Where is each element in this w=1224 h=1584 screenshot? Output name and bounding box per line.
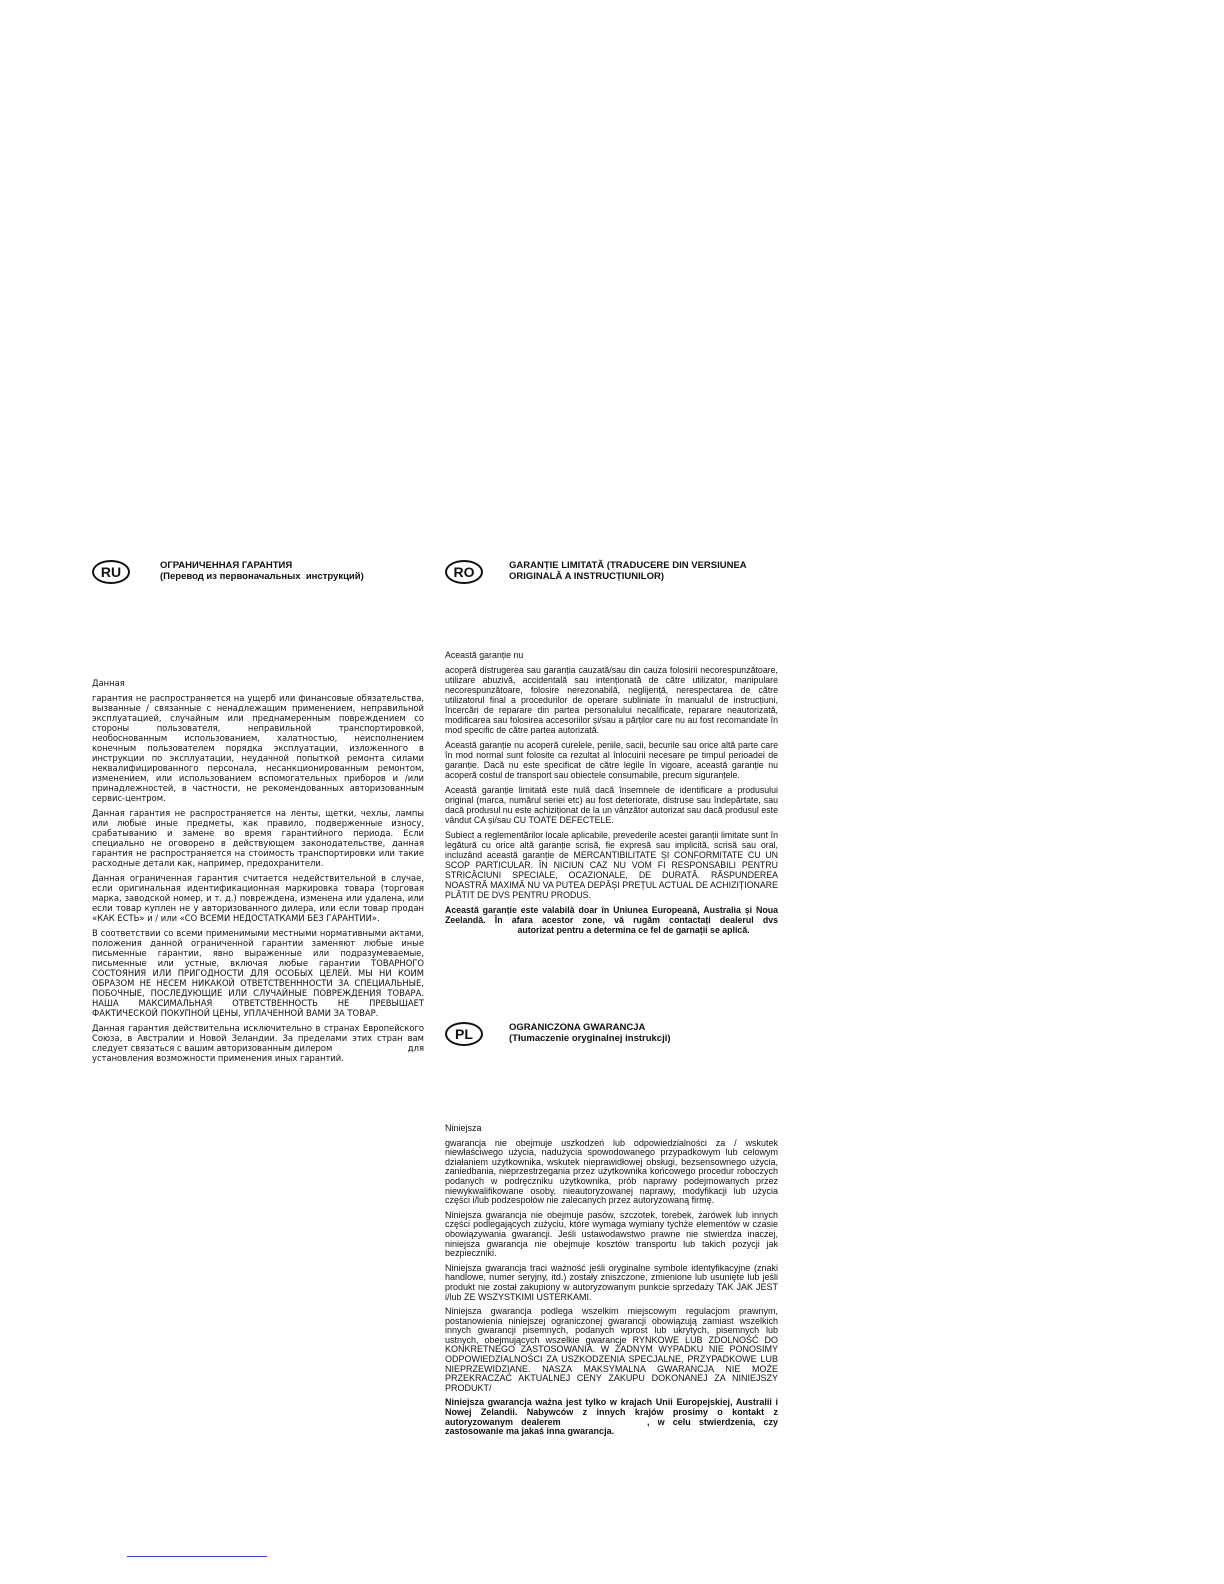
- paragraph: acoperă distrugerea sau garanția cauzată/sau din cauza folosirii necorespunzătoare, utilizare abuzivă, accidentală sau intenționată de către utilizator, manipulare necorespunzătoare, folosire nerezonabilă, neglijență, nerespectarea de către utilizatorul final a procedurilor de operare subliniate în manualul de instrucțiuni, încercări de reparare din partea personalului necalificate, reparare neautorizată, modificarea sau folosirea accesoriilor și/sau a părților care nu au fost recomandate în mod specific de către partea autorizată.: [445, 665, 778, 735]
- paragraph: gwarancja nie obejmuje uszkodzeń lub odpowiedzialności za / wskutek niewłaściwego użycia, nadużycia spowodowanego przypadkowym lub celowym działaniem użytkownika, wskutek nieprawidłowej obsługi, bezsensownego użycia, zaniedbania, nieprzestrzegania przez użytkownika końcowego procedur roboczych podanych w podręczniku użytkownika, prób naprawy podejmowanych przez niewykwalifikowane osoby, nieautoryzowanej naprawy, modyfikacji lub użycia części i/lub podzespołów nie zalecanych przez autoryzowaną firmę.: [445, 1137, 778, 1206]
- paragraph: Această garanție limitată este nulă dacă însemnele de identificare a produsului original (marca, numărul seriei etc) au fost deteriorate, distruse sau îndepărtate, sau dacă produsul nu este achiziționat de la un vânzător autorizat sau dacă produsul este vândut CA și/sau CU TOATE DEFECTELE.: [445, 785, 778, 825]
- section-subtitle: ORIGINALĂ A INSTRUCȚIUNILOR): [509, 571, 664, 582]
- final-text-a: Niniejsza gwarancja ważna jest tylko w krajach Unii Europejskiej, Australii i Nowej Zelandii. Nabywców z innych krajów prosimy o kontakt z autoryzowanym dealerem: [445, 1397, 778, 1427]
- language-badge-pl: PL: [445, 1022, 483, 1046]
- warranty-section-pl: [445, 1022, 778, 1442]
- paragraph: Данная ограниченная гарантия считается недействительной в случае, если оригинальная идентификационная маркировка товара (торговая марка, заводской номер, и т. д.) повреждена, изменена или удалена, или если товар куплен не у авторизованного дилера, или если товар продан «КАК ЕСТЬ» и / или «СО ВСЕМИ НЕДОСТАТКАМИ БЕЗ ГАРАНТИИ».: [92, 873, 424, 923]
- paragraph: Niniejsza gwarancja traci ważność jeśli oryginalne symbole identyfikacyjne (znaki handlowe, numer seryjny, itd.) zostały zniszczone, zmienione lub usunięte lub jeśli produkt nie został zakupiony w autoryzowanym punkcie sprzedaży TAK JAK JEST i/lub ZE WSZYSTKIMI USTERKAMI.: [445, 1262, 778, 1302]
- final-text-b: autorizat pentru a determina ce fel de garnații se aplică.: [517, 925, 750, 935]
- section-body: [445, 1124, 778, 1437]
- language-badge-ro: RO: [445, 560, 483, 584]
- section-header: [92, 560, 424, 584]
- paragraph-final: [92, 1023, 424, 1063]
- paragraph-final: [445, 905, 778, 935]
- paragraph-lead: Această garanție nu: [445, 650, 524, 660]
- section-title: ОГРАНИЧЕННАЯ ГАРАНТИЯ: [160, 560, 293, 571]
- paragraph-lead: Niniejsza: [445, 1123, 482, 1133]
- section-header: [445, 560, 778, 584]
- section-heading: [160, 560, 364, 582]
- section-header: [445, 1022, 778, 1046]
- section-heading: [509, 1022, 671, 1044]
- section-subtitle: (Tłumaczenie oryginalnej instrukcji): [509, 1033, 671, 1044]
- paragraph-final: [445, 1398, 778, 1436]
- paragraph: Niniejsza gwarancja podlega wszelkim miejscowym regulacjom prawnym, postanowienia niniejszej ograniczonej gwarancji obowiązują zamiast wszelkich innych gwarancji pisemnych, podanych wprost lub ukrytych, pisemnych lub ustnych, obejmujących wszelkie gwarancje RYNKOWE LUB ZDOLNOŚĆ DO KONKRETNEGO ZASTOSOWANIA. W ŻADNYM WYPADKU NIE PONOSIMY ODPOWIEDZIALNOŚCI ZA USZKODZENIA SPECJALNE, PRZYPADKOWE LUB NIEPRZEWIDZIANE. NASZA MAKSYMALNA GWARANCJA NIE MOŻE PRZEKRACZAĆ AKTUALNEJ CENY ZAKUPU DOKONANEJ ZA NINIEJSZY PRODUKT/: [445, 1306, 778, 1393]
- section-heading: [509, 560, 747, 582]
- footer-rule: [127, 1556, 267, 1557]
- final-text-b: , w celu stwierdzenia, czy zastosowanie ma jakaś inna gwarancja.: [445, 1416, 778, 1437]
- final-text-a: Данная гарантия действительна исключительно в странах Европейского Союза, в Австралии и Новой Зеландии. За пределами этих стран вам следует связаться с вашим авторизованным дилером: [92, 1023, 424, 1053]
- section-title: OGRANICZONA GWARANCJA: [509, 1022, 646, 1033]
- paragraph-lead: Данная: [92, 678, 125, 688]
- paragraph: Această garanție nu acoperă curelele, periile, sacii, becurile sau orice altă parte care în mod normal sunt folosite ca rezultat al înlocuirii necesare pe timpul perioadei de garanție. Dacă nu este specificat de către legile în vigoare, această garanție nu acoperă costul de transport sau obiectele consumabile, precum siguranțele.: [445, 740, 778, 780]
- paragraph: Niniejsza gwarancja nie obejmuje pasów, szczotek, torebek, żarówek lub innych części podlegających zużyciu, które wymaga wymiany tychże elementów w czasie obowiązywania gwarancji. Jeśli ustawodawstwo prawne nie stwierdza inaczej, niniejsza gwarancja nie obejmuje kosztów transportu lub takich pozycji jak bezpieczniki.: [445, 1209, 778, 1259]
- paragraph: гарантия не распространяется на ущерб или финансовые обязательства, вызванные / связанные с ненадлежащим применением, неправильной эксплуатацией, случайным или преднамеренным повреждением со стороны пользователя, неправильной транспортировкой, необоснованным использованием, халатностью, неисполнением конечным пользователем порядка эксплуатации, изложенного в инструкции по эксплуатации, неудачной попыткой ремонта силами неквалифицированного персонала, несанкционированным ремонтом, изменением, или использованием вспомогательных приборов и /или принадлежностей, в частности, не рекомендованных авторизованным сервис-центром.: [92, 693, 424, 803]
- section-title: GARANȚIE LIMITATĂ (TRADUCERE DIN VERSIUNEA: [509, 560, 747, 571]
- section-body: [445, 650, 778, 935]
- section-body: [92, 678, 424, 1063]
- section-subtitle: (Перевод из первоначальных инструкций): [160, 571, 364, 582]
- paragraph: Данная гарантия не распространяется на ленты, щетки, чехлы, лампы или любые иные предметы, как правило, подверженные износу, срабатыванию и замене во время гарантийного периода. Если специально не оговорено в действующем законодательстве, данная гарантия не распространяется на стоимость транспортировки или такие расходные детали как, например, предохранители.: [92, 808, 424, 868]
- language-badge-ru: RU: [92, 560, 130, 584]
- final-text-a: Această garanție este valabilă doar în Uniunea Europeană, Australia și Noua Zeelandă. În afara acestor zone, vă rugăm contactați dealerul dvs: [445, 905, 778, 925]
- warranty-section-ro: [445, 560, 778, 940]
- final-text-b: для установления возможности применения иных гарантий.: [92, 1043, 424, 1063]
- warranty-section-ru: [92, 560, 424, 1068]
- paragraph: Subiect a reglementărilor locale aplicabile, prevederile acestei garanții limitate sunt în legătură cu orice altă garanție scrisă, fie expresă sau implicită, scrisă sau oral, incluzând această garanție de MERCANTIBILITATE ȘI CONFORMITATE CU UN SCOP PARTICULAR. ÎN NICIUN CAZ NU VOM FI RESPONSABILI PENTRU STRICĂCIUNI SPECIALE, OCAZIONALE, DE DURATĂ. RĂSPUNDEREA NOASTRĂ MAXIMĂ NU VA PUTEA DEPĂȘI PREȚUL ACTUAL DE ACHIZIȚIONARE PLĂTIT DE DVS PENTRU PRODUS.: [445, 830, 778, 900]
- paragraph: В соответствии со всеми применимыми местными нормативными актами, положения данной ограниченной гарантии заменяют любые иные письменные гарантии, явно выраженные или подразумеваемые, письменные или устные, включая любые гарантии ТОВАРНОГО СОСТОЯНИЯ ИЛИ ПРИГОДНОСТИ ДЛЯ ОСОБЫХ ЦЕЛЕЙ. МЫ НИ КОИМ ОБРАЗОМ НЕ НЕСЕМ НИКАКОЙ ОТВЕТСТВЕНННОСТИ ЗА СПЕЦИАЛЬНЫЕ, ПОБОЧНЫЕ, ПОСЛЕДУЮЩИЕ ИЛИ СЛУЧАЙНЫЕ ПОВРЕЖДЕНИЯ ТОВАРА. НАША МАКСИМАЛЬНАЯ ОТВЕТСТВЕННОСТЬ НЕ ПРЕВЫШАЕТ ФАКТИЧЕСКОЙ ПОКУПНОЙ ЦЕНЫ, УПЛАЧЕННОЙ ВАМИ ЗА ТОВАР.: [92, 928, 424, 1018]
